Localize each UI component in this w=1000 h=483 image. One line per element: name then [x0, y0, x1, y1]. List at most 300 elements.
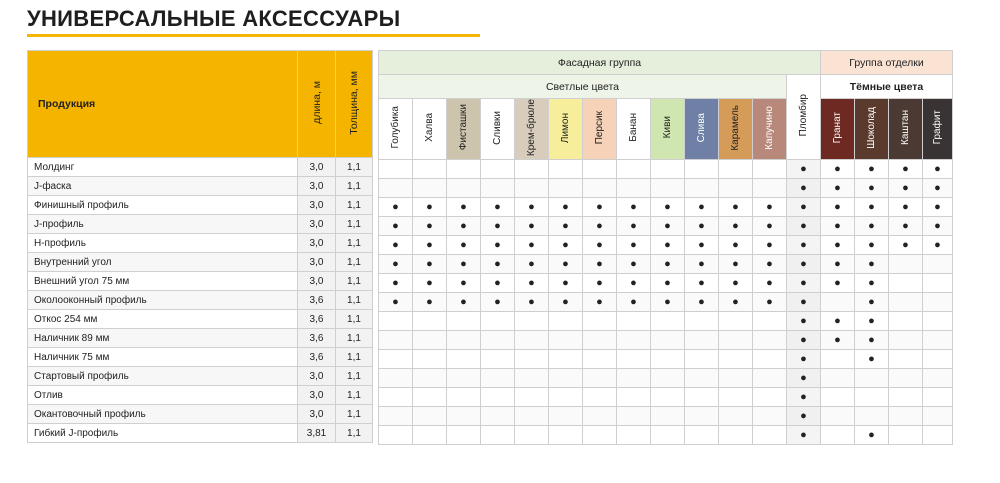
matrix-cell	[379, 388, 413, 407]
product-thickness: 1,1	[336, 348, 373, 367]
availability-dot: ●	[766, 201, 773, 214]
product-row	[28, 158, 373, 177]
availability-dot: ●	[868, 277, 875, 290]
availability-dot: ●	[562, 201, 569, 214]
matrix-cell	[889, 274, 923, 293]
matrix-cell	[515, 426, 549, 445]
matrix-cell	[787, 369, 821, 388]
availability-dot: ●	[392, 239, 399, 252]
color-name: Сливки	[491, 110, 503, 145]
matrix-cell	[753, 160, 787, 179]
product-length: 3,0	[298, 367, 336, 386]
matrix-cell	[583, 388, 617, 407]
availability-dot: ●	[664, 277, 671, 290]
matrix-cell	[651, 350, 685, 369]
matrix-cell	[855, 369, 889, 388]
matrix-row	[379, 217, 953, 236]
matrix-row	[379, 350, 953, 369]
matrix-cell	[481, 407, 515, 426]
matrix-cell	[379, 217, 413, 236]
availability-dot: ●	[596, 296, 603, 309]
matrix-row	[379, 236, 953, 255]
color-header	[821, 99, 855, 160]
matrix-cell	[413, 160, 447, 179]
matrix-cell	[719, 160, 753, 179]
availability-dot: ●	[766, 258, 773, 271]
matrix-cell	[617, 388, 651, 407]
matrix-cell	[651, 160, 685, 179]
matrix-cell	[413, 274, 447, 293]
color-header	[889, 99, 923, 160]
availability-dot: ●	[868, 296, 875, 309]
matrix-cell	[549, 331, 583, 350]
matrix-cell	[549, 274, 583, 293]
matrix-cell	[617, 255, 651, 274]
matrix-cell	[515, 293, 549, 312]
availability-dot: ●	[426, 220, 433, 233]
color-header	[753, 99, 787, 160]
availability-dot: ●	[698, 277, 705, 290]
matrix-cell	[855, 312, 889, 331]
color-header	[685, 99, 719, 160]
matrix-cell	[685, 331, 719, 350]
matrix-cell	[753, 369, 787, 388]
matrix-row	[379, 426, 953, 445]
header-trim-group: Группа отделки	[821, 51, 953, 75]
availability-dot: ●	[732, 201, 739, 214]
matrix-cell	[481, 274, 515, 293]
color-matrix	[378, 50, 953, 445]
availability-dot: ●	[630, 220, 637, 233]
matrix-cell	[583, 217, 617, 236]
availability-dot: ●	[934, 239, 941, 252]
availability-dot: ●	[426, 296, 433, 309]
matrix-cell	[855, 293, 889, 312]
product-thickness: 1,1	[336, 329, 373, 348]
matrix-cell	[753, 407, 787, 426]
matrix-cell	[583, 274, 617, 293]
availability-dot: ●	[460, 258, 467, 271]
matrix-cell	[685, 312, 719, 331]
product-name: Околооконный профиль	[28, 291, 298, 310]
matrix-cell	[515, 407, 549, 426]
product-name: Гибкий J-профиль	[28, 424, 298, 443]
matrix-cell	[719, 312, 753, 331]
product-thickness: 1,1	[336, 196, 373, 215]
matrix-cell	[447, 369, 481, 388]
availability-dot: ●	[596, 239, 603, 252]
color-header-plombir	[787, 75, 821, 160]
availability-dot: ●	[562, 277, 569, 290]
matrix-cell	[515, 312, 549, 331]
matrix-cell	[413, 350, 447, 369]
availability-dot: ●	[630, 201, 637, 214]
matrix-cell	[685, 160, 719, 179]
matrix-cell	[923, 426, 953, 445]
availability-dot: ●	[834, 334, 841, 347]
matrix-cell	[753, 217, 787, 236]
matrix-cell	[889, 388, 923, 407]
availability-dot: ●	[868, 163, 875, 176]
product-row	[28, 272, 373, 291]
matrix-cell	[923, 350, 953, 369]
color-name: Слива	[695, 112, 707, 143]
matrix-cell	[617, 312, 651, 331]
header-length-label: длина, м	[310, 81, 323, 124]
availability-dot: ●	[698, 258, 705, 271]
matrix-cell	[821, 179, 855, 198]
matrix-cell	[855, 350, 889, 369]
matrix-cell	[379, 369, 413, 388]
availability-dot: ●	[834, 163, 841, 176]
availability-dot: ●	[800, 201, 807, 214]
matrix-cell	[379, 179, 413, 198]
product-length: 3,0	[298, 253, 336, 272]
matrix-cell	[651, 198, 685, 217]
matrix-cell	[413, 198, 447, 217]
matrix-cell	[889, 293, 923, 312]
matrix-cell	[617, 293, 651, 312]
product-thickness: 1,1	[336, 253, 373, 272]
matrix-cell	[583, 350, 617, 369]
matrix-cell	[447, 236, 481, 255]
header-thickness-label: Толщина, мм	[348, 70, 360, 135]
availability-dot: ●	[766, 277, 773, 290]
matrix-cell	[447, 331, 481, 350]
matrix-cell	[447, 407, 481, 426]
matrix-cell	[753, 236, 787, 255]
availability-dot: ●	[562, 239, 569, 252]
availability-dot: ●	[766, 296, 773, 309]
matrix-cell	[413, 312, 447, 331]
product-name: Стартовый профиль	[28, 367, 298, 386]
product-length: 3,0	[298, 196, 336, 215]
matrix-cell	[651, 388, 685, 407]
matrix-cell	[685, 236, 719, 255]
availability-dot: ●	[732, 220, 739, 233]
matrix-cell	[821, 407, 855, 426]
matrix-cell	[447, 179, 481, 198]
matrix-cell	[617, 236, 651, 255]
matrix-cell	[753, 350, 787, 369]
matrix-cell	[515, 388, 549, 407]
matrix-cell	[923, 331, 953, 350]
matrix-cell	[787, 236, 821, 255]
matrix-cell	[413, 217, 447, 236]
matrix-cell	[515, 198, 549, 217]
matrix-cell	[821, 369, 855, 388]
product-length: 3,6	[298, 348, 336, 367]
product-name: Откос 254 мм	[28, 310, 298, 329]
color-name: Персик	[593, 110, 605, 145]
matrix-cell	[651, 407, 685, 426]
matrix-cell	[889, 236, 923, 255]
availability-dot: ●	[596, 258, 603, 271]
availability-dot: ●	[528, 201, 535, 214]
matrix-cell	[719, 255, 753, 274]
availability-dot: ●	[868, 182, 875, 195]
matrix-cell	[549, 426, 583, 445]
color-header	[719, 99, 753, 160]
matrix-cell	[685, 274, 719, 293]
availability-dot: ●	[630, 239, 637, 252]
matrix-cell	[787, 255, 821, 274]
availability-dot: ●	[392, 201, 399, 214]
matrix-cell	[447, 293, 481, 312]
product-row	[28, 253, 373, 272]
availability-dot: ●	[800, 163, 807, 176]
color-name: Фисташки	[457, 104, 469, 151]
matrix-cell	[583, 255, 617, 274]
matrix-cell	[413, 426, 447, 445]
availability-dot: ●	[494, 296, 501, 309]
matrix-cell	[753, 388, 787, 407]
color-name: Крем-брюле	[525, 99, 537, 157]
product-length: 3,0	[298, 272, 336, 291]
availability-dot: ●	[868, 315, 875, 328]
availability-dot: ●	[664, 239, 671, 252]
availability-dot: ●	[528, 277, 535, 290]
availability-dot: ●	[868, 201, 875, 214]
matrix-cell	[753, 426, 787, 445]
matrix-cell	[855, 255, 889, 274]
matrix-cell	[923, 160, 953, 179]
matrix-cell	[549, 255, 583, 274]
color-header	[855, 99, 889, 160]
matrix-cell	[583, 293, 617, 312]
matrix-cell	[549, 236, 583, 255]
matrix-cell	[889, 217, 923, 236]
color-name: Шоколад	[865, 106, 877, 149]
availability-dot: ●	[868, 258, 875, 271]
matrix-cell	[651, 426, 685, 445]
availability-dot: ●	[766, 239, 773, 252]
matrix-cell	[855, 274, 889, 293]
matrix-cell	[515, 217, 549, 236]
availability-dot: ●	[528, 220, 535, 233]
matrix-cell	[651, 369, 685, 388]
availability-dot: ●	[698, 220, 705, 233]
header-facade-group: Фасадная группа	[379, 51, 821, 75]
product-row	[28, 177, 373, 196]
availability-dot: ●	[902, 220, 909, 233]
product-row	[28, 215, 373, 234]
matrix-row	[379, 293, 953, 312]
matrix-cell	[583, 312, 617, 331]
availability-dot: ●	[800, 258, 807, 271]
availability-dot: ●	[800, 239, 807, 252]
matrix-cell	[481, 293, 515, 312]
matrix-cell	[923, 198, 953, 217]
matrix-cell	[753, 274, 787, 293]
product-length: 3,0	[298, 234, 336, 253]
matrix-cell	[617, 350, 651, 369]
matrix-cell	[889, 255, 923, 274]
product-row	[28, 291, 373, 310]
product-thickness: 1,1	[336, 424, 373, 443]
availability-dot: ●	[562, 258, 569, 271]
product-name: Наличник 75 мм	[28, 348, 298, 367]
matrix-row	[379, 407, 953, 426]
matrix-cell	[855, 426, 889, 445]
matrix-cell	[549, 407, 583, 426]
matrix-cell	[481, 369, 515, 388]
availability-dot: ●	[426, 258, 433, 271]
availability-dot: ●	[868, 220, 875, 233]
matrix-cell	[515, 255, 549, 274]
matrix-rows	[379, 160, 953, 445]
matrix-cell	[719, 274, 753, 293]
matrix-cell	[617, 369, 651, 388]
availability-dot: ●	[766, 220, 773, 233]
matrix-cell	[379, 255, 413, 274]
availability-dot: ●	[494, 239, 501, 252]
availability-dot: ●	[800, 220, 807, 233]
availability-dot: ●	[934, 201, 941, 214]
matrix-cell	[787, 217, 821, 236]
matrix-cell	[515, 350, 549, 369]
matrix-cell	[481, 255, 515, 274]
product-name: Окантовочный профиль	[28, 405, 298, 424]
color-name: Голубика	[389, 106, 401, 149]
matrix-cell	[923, 369, 953, 388]
matrix-cell	[651, 179, 685, 198]
matrix-cell	[617, 179, 651, 198]
matrix-row	[379, 312, 953, 331]
product-row	[28, 386, 373, 405]
matrix-cell	[583, 426, 617, 445]
availability-dot: ●	[834, 201, 841, 214]
availability-dot: ●	[934, 220, 941, 233]
matrix-cell	[583, 198, 617, 217]
header-length	[298, 51, 336, 158]
color-name-plombir: Пломбир	[797, 94, 809, 137]
matrix-cell	[923, 179, 953, 198]
availability-dot: ●	[834, 220, 841, 233]
matrix-cell	[787, 407, 821, 426]
matrix-cell	[821, 198, 855, 217]
matrix-cell	[855, 407, 889, 426]
availability-dot: ●	[392, 220, 399, 233]
availability-dot: ●	[834, 182, 841, 195]
matrix-cell	[447, 426, 481, 445]
availability-dot: ●	[800, 296, 807, 309]
matrix-cell	[821, 350, 855, 369]
matrix-cell	[481, 236, 515, 255]
matrix-cell	[549, 217, 583, 236]
matrix-cell	[923, 255, 953, 274]
availability-dot: ●	[800, 315, 807, 328]
matrix-cell	[617, 217, 651, 236]
matrix-cell	[719, 217, 753, 236]
availability-dot: ●	[868, 239, 875, 252]
matrix-cell	[549, 369, 583, 388]
availability-dot: ●	[392, 296, 399, 309]
matrix-cell	[685, 198, 719, 217]
matrix-cell	[889, 369, 923, 388]
matrix-cell	[753, 255, 787, 274]
matrix-cell	[379, 236, 413, 255]
matrix-cell	[651, 236, 685, 255]
matrix-cell	[821, 217, 855, 236]
matrix-cell	[685, 407, 719, 426]
availability-dot: ●	[698, 296, 705, 309]
matrix-cell	[549, 293, 583, 312]
availability-dot: ●	[800, 182, 807, 195]
availability-dot: ●	[800, 410, 807, 423]
matrix-cell	[787, 312, 821, 331]
matrix-row	[379, 274, 953, 293]
product-name: Внутренний угол	[28, 253, 298, 272]
matrix-cell	[379, 331, 413, 350]
matrix-cell	[787, 198, 821, 217]
product-table	[27, 50, 373, 443]
matrix-cell	[685, 388, 719, 407]
availability-dot: ●	[392, 277, 399, 290]
matrix-cell	[549, 179, 583, 198]
availability-dot: ●	[902, 182, 909, 195]
matrix-cell	[481, 331, 515, 350]
matrix-cell	[719, 426, 753, 445]
matrix-cell	[413, 179, 447, 198]
color-header	[617, 99, 651, 160]
matrix-cell	[821, 255, 855, 274]
matrix-cell	[515, 179, 549, 198]
matrix-cell	[753, 198, 787, 217]
matrix-cell	[515, 236, 549, 255]
matrix-cell	[617, 331, 651, 350]
availability-dot: ●	[528, 239, 535, 252]
availability-dot: ●	[562, 296, 569, 309]
matrix-cell	[855, 160, 889, 179]
availability-dot: ●	[460, 220, 467, 233]
product-length: 3,0	[298, 405, 336, 424]
matrix-cell	[379, 426, 413, 445]
matrix-cell	[583, 369, 617, 388]
matrix-cell	[889, 312, 923, 331]
matrix-cell	[481, 312, 515, 331]
matrix-cell	[379, 312, 413, 331]
matrix-cell	[651, 255, 685, 274]
matrix-cell	[923, 217, 953, 236]
availability-dot: ●	[460, 201, 467, 214]
availability-dot: ●	[460, 239, 467, 252]
matrix-cell	[481, 426, 515, 445]
matrix-row	[379, 179, 953, 198]
availability-dot: ●	[800, 353, 807, 366]
matrix-cell	[821, 236, 855, 255]
product-thickness: 1,1	[336, 177, 373, 196]
matrix-cell	[447, 388, 481, 407]
availability-dot: ●	[902, 163, 909, 176]
matrix-cell	[379, 160, 413, 179]
product-length: 3,0	[298, 386, 336, 405]
availability-dot: ●	[800, 391, 807, 404]
availability-dot: ●	[426, 277, 433, 290]
matrix-cell	[549, 160, 583, 179]
matrix-cell	[855, 179, 889, 198]
matrix-cell	[719, 331, 753, 350]
matrix-cell	[753, 293, 787, 312]
availability-dot: ●	[460, 296, 467, 309]
availability-dot: ●	[732, 277, 739, 290]
header-thickness	[336, 51, 373, 158]
matrix-cell	[719, 369, 753, 388]
color-name: Карамель	[729, 104, 741, 151]
matrix-cell	[583, 331, 617, 350]
header-product: Продукция	[28, 51, 298, 158]
matrix-cell	[719, 236, 753, 255]
